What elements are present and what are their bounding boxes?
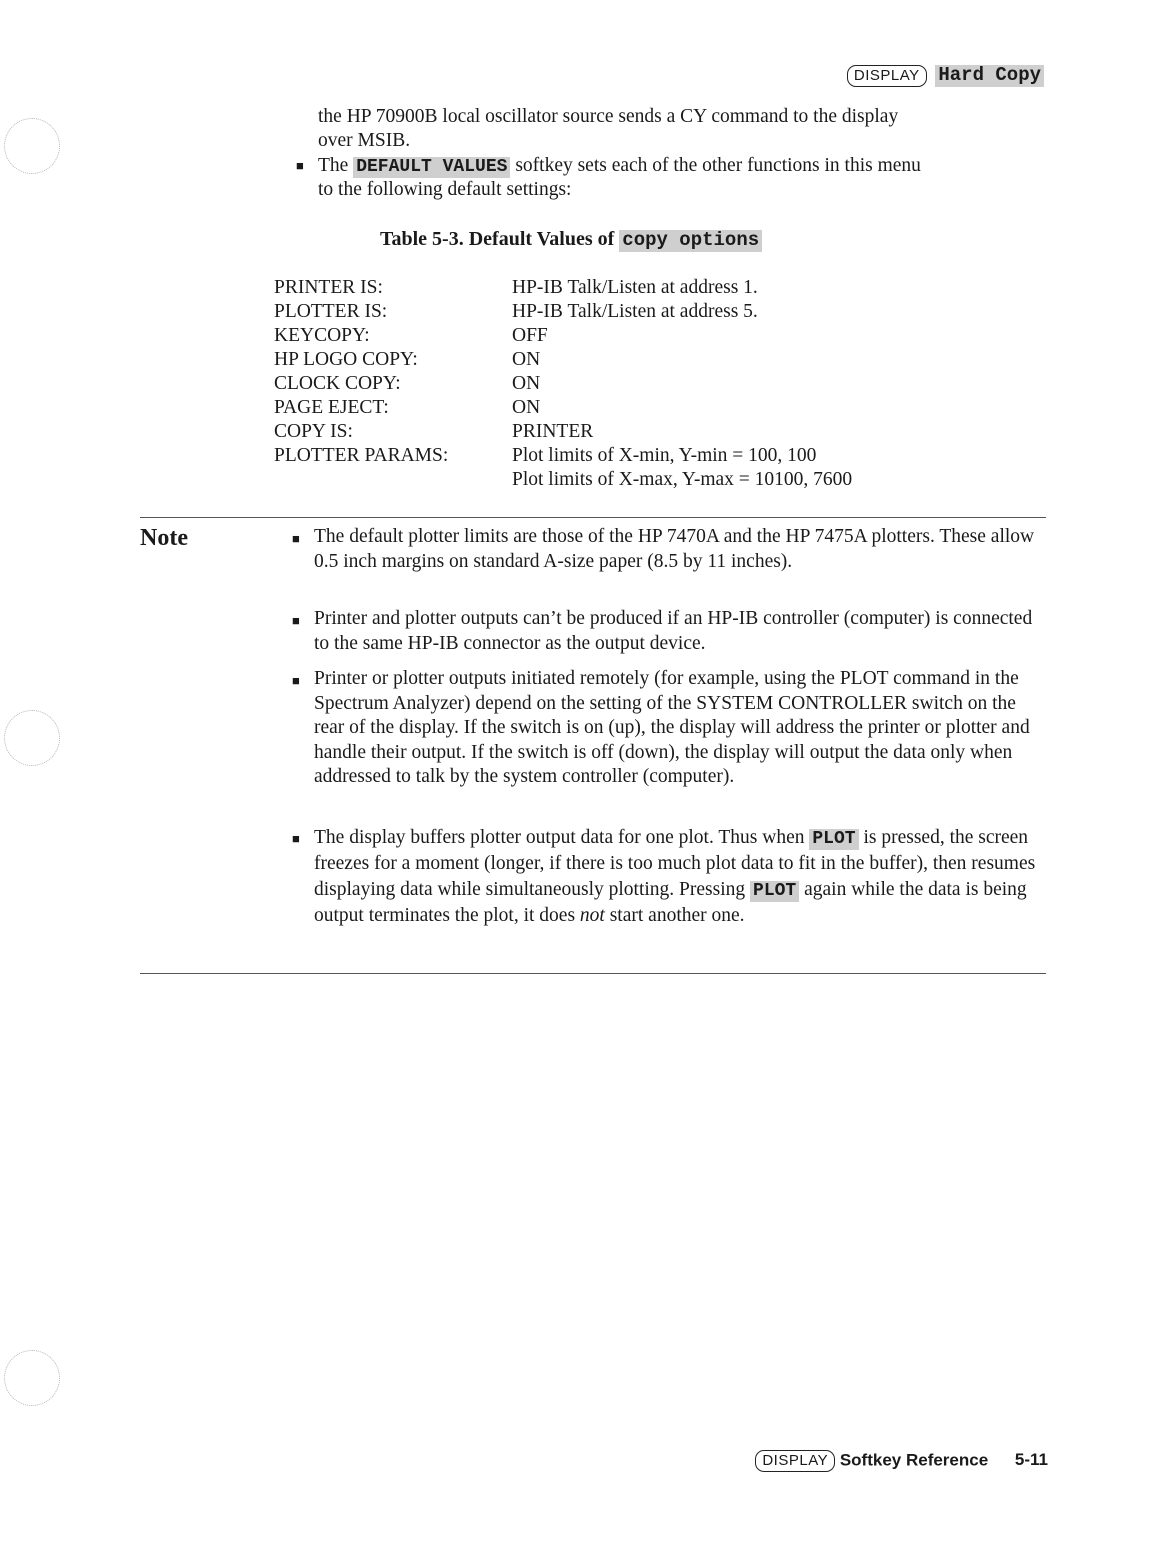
table-value: Plot limits of X-max, Y-max = 10100, 7600 bbox=[512, 469, 853, 490]
note-item-4-part-3: again while the data is being output terminates the plot, it does bbox=[314, 879, 1027, 926]
bullet-icon: ■ bbox=[292, 613, 300, 628]
table-label: PLOTTER IS: bbox=[274, 301, 388, 322]
table-label: PAGE EJECT: bbox=[274, 397, 389, 418]
table-row bbox=[274, 396, 852, 420]
binder-hole-middle bbox=[4, 710, 60, 766]
plot-softkey: PLOT bbox=[809, 829, 858, 850]
page-header bbox=[847, 64, 1044, 87]
note-bottom-rule bbox=[140, 973, 1046, 974]
bullet-icon: ■ bbox=[296, 158, 304, 173]
table-value: ON bbox=[512, 373, 541, 394]
note-item-2: Printer and plotter outputs can’t be produced if an HP-IB controller (computer) is connected to the same HP-IB connector as the output device. bbox=[314, 608, 1033, 654]
intro-line-2: over MSIB. bbox=[318, 130, 411, 151]
table-row bbox=[274, 324, 852, 348]
table-row bbox=[274, 348, 852, 372]
table-label: CLOCK COPY: bbox=[274, 373, 401, 394]
hard-copy-softkey: Hard Copy bbox=[935, 65, 1044, 87]
footer-display-hardkey: DISPLAY bbox=[755, 1450, 835, 1472]
default-values-prefix: The bbox=[318, 155, 349, 176]
table-row bbox=[274, 468, 852, 492]
default-values-paragraph bbox=[318, 154, 1048, 202]
table-value: HP-IB Talk/Listen at address 1. bbox=[512, 277, 758, 298]
bullet-icon: ■ bbox=[292, 831, 300, 846]
default-values-table bbox=[274, 276, 852, 492]
table-value: ON bbox=[512, 349, 541, 370]
table-label bbox=[274, 468, 512, 492]
table-value: PRINTER bbox=[512, 421, 594, 442]
binder-hole-top bbox=[4, 118, 60, 174]
note-item-4-part-4: start another one. bbox=[609, 905, 745, 926]
table-value: HP-IB Talk/Listen at address 5. bbox=[512, 301, 758, 322]
note-item-1: The default plotter limits are those of the HP 7470A and the HP 7475A plotters. These allow 0.5 inch margins on standard A-size paper (8.5 by 11 inches). bbox=[314, 526, 1035, 572]
note-label: Note bbox=[140, 525, 188, 551]
table-title-prefix: Table 5-3. Default Values of bbox=[380, 228, 615, 250]
display-hardkey: DISPLAY bbox=[847, 65, 927, 87]
note-top-rule bbox=[140, 517, 1046, 518]
table-label: PLOTTER PARAMS: bbox=[274, 445, 449, 466]
table-label: PRINTER IS: bbox=[274, 277, 383, 298]
binder-hole-bottom bbox=[4, 1350, 60, 1406]
intro-line-1: the HP 70900B local oscillator source sends a CY command to the display bbox=[318, 106, 899, 127]
table-value: ON bbox=[512, 397, 541, 418]
plot-softkey: PLOT bbox=[750, 881, 799, 902]
bullet-icon: ■ bbox=[292, 673, 300, 688]
table-value: OFF bbox=[512, 325, 548, 346]
table-label: KEYCOPY: bbox=[274, 325, 370, 346]
table-label: HP LOGO COPY: bbox=[274, 349, 418, 370]
table-row bbox=[274, 420, 852, 444]
default-values-rest-1: softkey sets each of the other functions in this menu bbox=[515, 155, 921, 176]
copy-options-softkey: copy options bbox=[619, 230, 762, 252]
table-title bbox=[380, 228, 762, 252]
intro-continuation bbox=[318, 105, 1048, 153]
table-value: Plot limits of X-min, Y-min = 100, 100 bbox=[512, 445, 817, 466]
note-item-3: Printer or plotter outputs initiated remotely (for example, using the PLOT command in the Spectrum Analyzer) depend on the setting of the SYSTEM CONTROLLER switch on the rear of the display. If the switch is on (up), the display will address the printer or plotter and handle their output. If the switch is off (down), the display will output the data only when addressed to talk by the system controller (computer). bbox=[314, 668, 1030, 787]
default-values-rest-2: to the following default settings: bbox=[318, 179, 572, 200]
table-row bbox=[274, 276, 852, 300]
page-footer bbox=[755, 1450, 1048, 1472]
default-values-softkey: DEFAULT VALUES bbox=[353, 157, 510, 178]
table-row bbox=[274, 372, 852, 396]
bullet-icon: ■ bbox=[292, 531, 300, 546]
table-row bbox=[274, 300, 852, 324]
note-item-4-emphasis: not bbox=[579, 905, 605, 926]
table-row bbox=[274, 444, 852, 468]
note-item-4-part-1: The display buffers plotter output data for one plot. Thus when bbox=[314, 827, 805, 848]
note-item-4-part-2: is pressed, the screen freezes for a moment (longer, if there is too much plot data to fit in the buffer), then resumes displaying data while simultaneously plotting. Pressing bbox=[314, 827, 1036, 900]
page-number: 5-11 bbox=[1014, 1450, 1048, 1470]
table-label: COPY IS: bbox=[274, 421, 353, 442]
footer-title: Softkey Reference bbox=[839, 1450, 989, 1470]
note-item-4 bbox=[314, 825, 1042, 929]
